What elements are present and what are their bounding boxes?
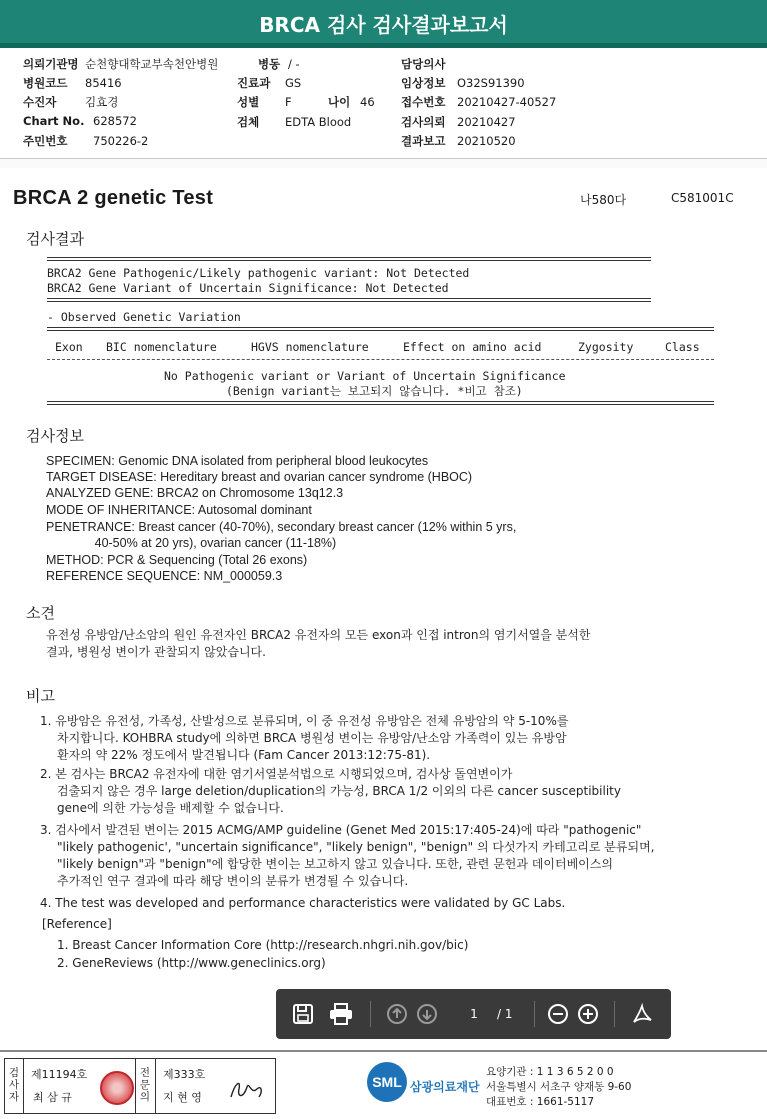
specimen-value: EDTA Blood: [285, 115, 352, 129]
variation-rule-dash: [47, 359, 714, 360]
page-total: / 1: [497, 1007, 513, 1021]
specialist-name: 지 현 영: [163, 1091, 202, 1104]
receipt-value: 20210427-40527: [457, 95, 557, 109]
divider: [135, 1059, 136, 1113]
hospital-code-label: 병원코드: [23, 76, 68, 90]
ward-value: / -: [288, 57, 300, 71]
rrn-row: [23, 133, 148, 149]
report-date-value: 20210520: [457, 134, 516, 148]
info-specimen: SPECIMEN: Genomic DNA isolated from peripheral blood leukocytes: [46, 454, 429, 468]
org-phone: 대표번호 : 1661-5117: [486, 1096, 595, 1108]
print-icon[interactable]: [328, 1001, 354, 1027]
toolbar-divider: [534, 1001, 535, 1027]
page-up-icon[interactable]: [384, 1001, 410, 1027]
specialist-vertical-label: 전 문 의: [139, 1067, 151, 1103]
result-heading: 검사결과: [26, 230, 84, 248]
note-2-line-2: 검출되지 않은 경우 large deletion/duplication의 가능성, BRCA 1/2 이외의 다른 cancer susceptibility: [57, 784, 621, 798]
col-exon: Exon: [55, 340, 83, 354]
no-variant-line: No Pathogenic variant or Variant of Uncertain Significance: [164, 369, 566, 383]
clinical-label: 임상정보: [401, 76, 446, 90]
note-2-line-3: gene에 의한 가능성을 배제할 수 없습니다.: [57, 801, 284, 815]
save-icon[interactable]: [290, 1001, 316, 1027]
age-row: [328, 94, 375, 110]
age-value: 46: [360, 95, 375, 109]
toolbar-divider: [370, 1001, 371, 1027]
note-1-line-3: 환자의 약 22% 정도에서 발견됩니다 (Fam Cancer 2013:12:75-81).: [57, 748, 431, 762]
tester-license-no: 제11194호: [31, 1068, 88, 1081]
org-code: 요양기관 : 1 1 3 6 5 2 0 0: [486, 1066, 614, 1078]
age-label: 나이: [328, 95, 351, 109]
info-analyzed-gene: ANALYZED GENE: BRCA2 on Chromosome 13q12.3: [46, 486, 344, 500]
sex-label: 성별: [237, 95, 260, 109]
doctor-row: [401, 56, 457, 72]
sex-value: F: [285, 95, 292, 109]
rrn-label: 주민번호: [23, 134, 68, 148]
divider: [155, 1059, 156, 1113]
rrn-value: 750226-2: [93, 134, 149, 148]
official-seal: [100, 1071, 134, 1105]
col-zygosity: Zygosity: [578, 340, 634, 354]
col-bic: BIC nomenclature: [106, 340, 217, 354]
specialist-signature: [227, 1075, 267, 1109]
col-class: Class: [665, 340, 700, 354]
page-number-input[interactable]: 1: [455, 1001, 493, 1027]
note-2-line-1: 2. 본 검사는 BRCA2 유전자에 대한 염기서열분석법으로 시행되었으며, 검사상 돌연변이가: [40, 767, 513, 781]
tester-name: 최 삼 규: [33, 1091, 72, 1104]
header-divider: [0, 158, 767, 168]
reference-1: 1. Breast Cancer Information Core (http://research.nhgri.nih.gov/bic): [57, 938, 469, 952]
opinion-line-1: 유전성 유방암/난소암의 원인 유전자인 BRCA2 유전자의 모든 exon과 인접 intron의 염기서열을 분석한: [46, 628, 591, 642]
report-date-label: 결과보고: [401, 134, 446, 148]
patient-row: [23, 94, 118, 110]
chart-row: [23, 114, 137, 128]
remarks-heading: 비고: [26, 687, 55, 705]
col-effect: Effect on amino acid: [403, 340, 542, 354]
note-3-line-2: "likely pathogenic', "uncertain significance", "likely benign", "benign" 의 다섯가지 카테고리로 분류되며,: [57, 840, 655, 854]
hospital-code-value: 85416: [85, 76, 122, 90]
note-4-line-1: 4. The test was developed and performance characteristics were validated by GC Labs.: [40, 896, 566, 910]
info-inheritance: MODE OF INHERITANCE: Autosomal dominant: [46, 503, 312, 517]
hospital-code-row: [23, 75, 122, 91]
note-3-line-3: "likely benign"과 "benign"에 합당한 변이는 보고하지 않고 있습니다. 또한, 관련 문헌과 데이터베이스의: [57, 857, 613, 871]
info-target-disease: TARGET DISEASE: Hereditary breast and ovarian cancer syndrome (HBOC): [46, 470, 473, 484]
observed-heading: - Observed Genetic Variation: [47, 310, 241, 324]
dept-row: [237, 75, 301, 91]
dept-label: 진료과: [237, 76, 271, 90]
acrobat-icon[interactable]: [629, 1001, 655, 1027]
note-1-line-1: 1. 유방암은 유전성, 가족성, 산발성으로 분류되며, 이 중 유전성 유방암은 전체 유방암의 약 5-10%를: [40, 714, 569, 728]
benign-note-line: (Benign variant는 보고되지 않습니다. *비고 참조): [226, 384, 523, 398]
patient-label: 수진자: [23, 95, 57, 109]
receipt-label: 접수번호: [401, 95, 446, 109]
report-date-row: [401, 133, 516, 149]
test-code-a: 나580다: [580, 193, 627, 207]
opinion-line-2: 결과, 병원성 변이가 관찰되지 않았습니다.: [46, 645, 266, 659]
vus-line: BRCA2 Gene Variant of Uncertain Significance: Not Detected: [47, 281, 449, 295]
request-label: 검사의뢰: [401, 115, 446, 129]
divider: [23, 1059, 24, 1113]
info-reference-sequence: REFERENCE SEQUENCE: NM_000059.3: [46, 569, 283, 583]
institution-value: 순천향대학교부속천안병원: [85, 57, 219, 71]
institution-row: [23, 56, 218, 72]
tester-vertical-label: 검 사 자: [8, 1067, 20, 1103]
note-3-line-1: 3. 검사에서 발견된 변이는 2015 ACMG/AMP guideline (Genet Med 2015:17:405-24)에 따라 "pathogenic": [40, 823, 642, 837]
ward-label: 병동: [258, 57, 281, 71]
report-footer: [0, 1050, 767, 1119]
zoom-out-icon[interactable]: [545, 1001, 571, 1027]
specimen-row: [237, 114, 351, 130]
specialist-license-no: 제333호: [163, 1068, 206, 1081]
col-hgvs: HGVS nomenclature: [251, 340, 369, 354]
org-name: 삼광의료재단: [410, 1080, 480, 1094]
chart-label: Chart No.: [23, 114, 85, 128]
note-3-line-4: 추가적인 연구 결과에 따라 해당 변이의 분류가 변경될 수 있습니다.: [57, 874, 409, 888]
reference-2: 2. GeneReviews (http://www.geneclinics.org): [57, 956, 326, 970]
clinical-value: O32S91390: [457, 76, 525, 90]
note-1-line-2: 차지합니다. KOHBRA study에 의하면 BRCA 병원성 변이는 유방암/난소암 가족력이 있는 유방암: [57, 731, 567, 745]
request-value: 20210427: [457, 115, 516, 129]
test-title: BRCA 2 genetic Test: [13, 187, 214, 209]
info-penetrance-cont: 40-50% at 20 yrs), ovarian cancer (11-18%): [46, 536, 337, 550]
chart-value: 628572: [93, 114, 137, 128]
receipt-row: [401, 94, 556, 110]
report-title: BRCA 검사 검사결과보고서: [0, 0, 767, 48]
zoom-in-icon[interactable]: [575, 1001, 601, 1027]
info-method: METHOD: PCR & Sequencing (Total 26 exons): [46, 553, 308, 567]
variation-rule-bottom: [47, 401, 714, 405]
dept-value: GS: [285, 76, 302, 90]
result-rule-mid: [47, 298, 651, 302]
patient-value: 김효경: [85, 95, 119, 109]
result-rule-top: [47, 257, 651, 261]
report-header: [0, 52, 767, 156]
pathogenic-line: BRCA2 Gene Pathogenic/Likely pathogenic variant: Not Detected: [47, 266, 470, 280]
institution-label: 의뢰기관명: [23, 57, 79, 71]
specimen-label: 검체: [237, 115, 260, 129]
info-penetrance: PENETRANCE: Breast cancer (40-70%), secondary breast cancer (12% within 5 yrs,: [46, 520, 517, 534]
sml-logo: SML: [367, 1062, 407, 1102]
org-address: 서울특별시 서초구 양재동 9-60: [486, 1081, 632, 1093]
clinical-row: [401, 75, 525, 91]
page-down-icon[interactable]: [414, 1001, 440, 1027]
reference-heading: [Reference]: [42, 917, 112, 931]
test-code-b: C581001C: [671, 191, 734, 205]
signature-box: [4, 1058, 276, 1114]
ward-row: [258, 56, 300, 72]
request-row: [401, 114, 516, 130]
sex-row: [237, 94, 292, 110]
info-heading: 검사정보: [26, 427, 84, 445]
opinion-heading: 소견: [26, 604, 55, 622]
variation-rule-top: [47, 327, 714, 331]
toolbar-divider: [614, 1001, 615, 1027]
doctor-label: 담당의사: [401, 57, 446, 71]
